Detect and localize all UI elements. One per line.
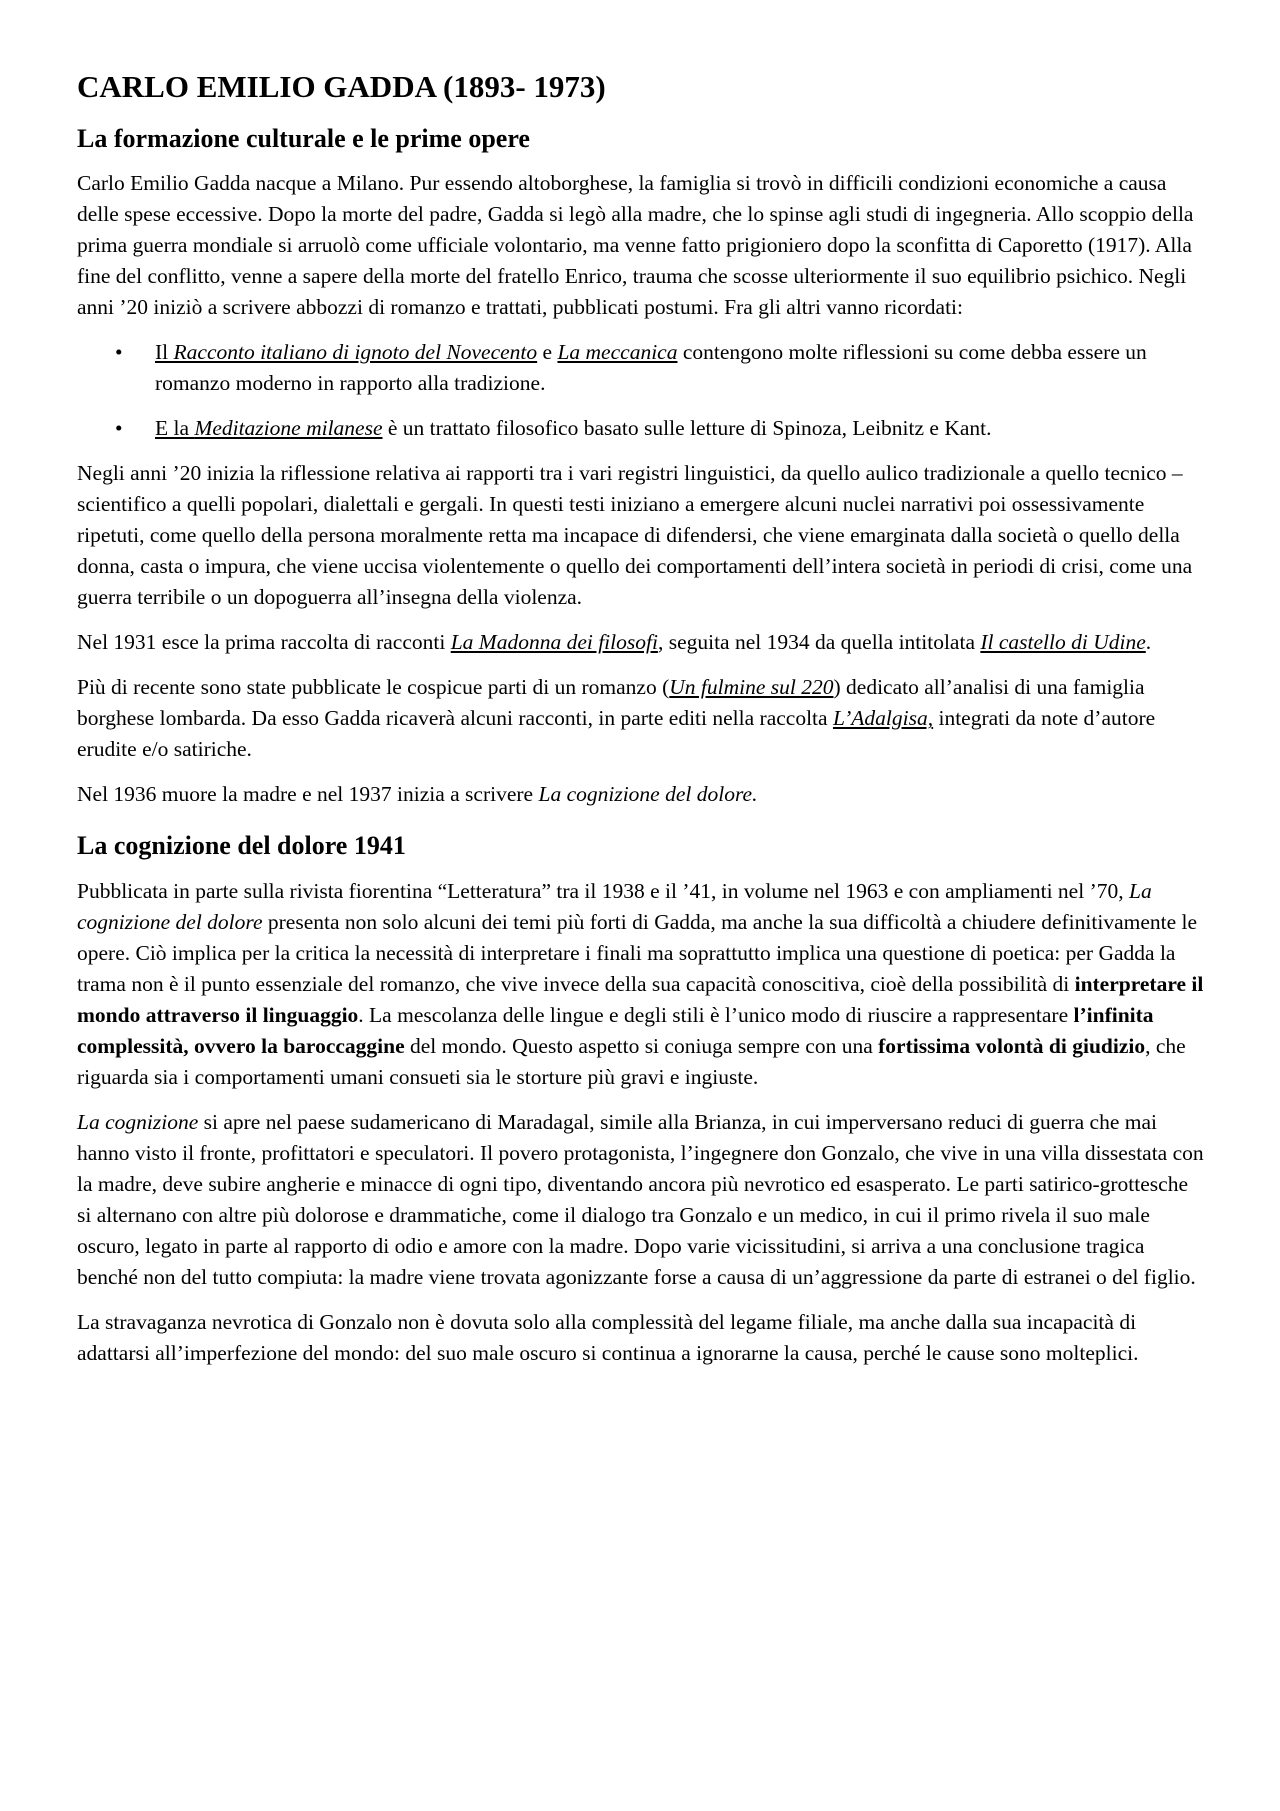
paragraph-morte-madre: Nel 1936 muore la madre e nel 1937 inizia a scrivere La cognizione del dolore. [77,782,758,807]
work-title-madonna-dei-filosofi: La Madonna dei filosofi [450,630,658,655]
work-title-racconto-italiano: Racconto italiano di ignoto del Novecento [173,340,538,365]
paragraph-biography: Carlo Emilio Gadda nacque a Milano. Pur essendo altoborghese, la famiglia si trovò in difficili condizioni economiche a causa delle spese eccessive. Dopo la morte del padre, Gadda si legò alla madre, che lo spinse agli studi di ingegneria. Allo scoppio della prima guerra mondiale si arruolò come ufficiale volontario, ma venne fatto prigioniero dopo la sconfitta di Caporetto (1917). Alla fine del conflitto, venne a sapere della morte del fratello Enrico, trauma che scosse ulteriormente il suo equilibrio psichico. Negli anni ’20 iniziò a scrivere abbozzi di romanzo e trattati, pubblicati postumi. Fra gli altri vanno ricordati: [77,171,1194,320]
work-title-meditazione-milanese: Meditazione milanese [194,416,383,441]
work-title-cognizione: La cognizione del dolore. [538,782,758,807]
section-heading-formazione: La formazione culturale e le prime opere [77,124,530,154]
work-title-l-adalgisa: L’Adalgisa, [832,706,934,731]
paragraph-registri-linguistici: Negli anni ’20 inizia la riflessione relativa ai rapporti tra i vari registri linguistici, da quello aulico tradizionale a quello tecnico – scientifico a quelli popolari, dialettali e gergali. In questi testi iniziano a emergere alcuni nuclei narrativi poi ossessivamente ripetuti, come quello della persona moralmente retta ma incapace di difendersi, che viene emarginata dalla società o quello della donna, casta o impura, che viene uccisa violentemente o quello dei comportamenti dell’intera società in periodi di crisi, come una guerra terribile o un dopoguerra all’insegna della violenza. [77,461,1193,610]
section-heading-cognizione: La cognizione del dolore 1941 [77,831,406,861]
bullet-icon: • [115,416,123,441]
paragraph-fulmine-sul-220: Più di recente sono state pubblicate le cospicue parti di un romanzo (Un fulmine sul 220) dedicato all’analisi di una famiglia borghese lombarda. Da esso Gadda ricaverà alcuni racconti, in parte editi nella raccolta L’Adalgisa, integrati da note d’autore erudite e/o satiriche. [77,675,1156,762]
paragraph-racconti-1931: Nel 1931 esce la prima raccolta di racconti La Madonna dei filosofi, seguita nel 1934 da quella intitolata Il castello di Udine. [77,630,1152,655]
paragraph-trama: La cognizione si apre nel paese sudamericano di Maradagal, simile alla Brianza, in cui imperversano reduci di guerra che mai hanno visto il fronte, profittatori e speculatori. Il povero protagonista, l’ingegnere don Gonzalo, che vive in una villa dissestata con la madre, deve subire angherie e minacce di ogni tipo, diventando ancora più nevrotico ed esasperato. Le parti satirico-grottesche si alternano con altre più dolorose e drammatiche, come il dialogo tra Gonzalo e un medico, in cui il primo rivela il suo male oscuro, legato in parte al rapporto di odio e amore con la madre. Dopo varie vicissitudini, si arriva a una conclusione tragica benché non del tutto compiuta: la madre viene trovata agonizzante forse a causa di un’aggressione da parte di estranei o del figlio. [77,1109,1204,1289]
list-item: • Il Racconto italiano di ignoto del Novecento e La meccanica contengono molte riflessioni su come debba essere un romanzo moderno in rapporto alla tradizione. [77,337,1207,399]
document-page [77,68,1207,1383]
paragraph-stravaganza: La stravaganza nevrotica di Gonzalo non è dovuta solo alla complessità del legame filiale, ma anche dalla sua incapacità di adattarsi all’imperfezione del mondo: del suo male oscuro si continua a ignorarne la causa, perché le cause sono molteplici. [77,1309,1139,1365]
works-list [77,337,1207,444]
work-title-castello-di-udine: Il castello di Udine [980,630,1146,655]
work-title-un-fulmine-sul-220: Un fulmine sul 220 [669,675,834,700]
bullet-icon: • [115,340,123,365]
work-title-la-meccanica: La meccanica [557,340,678,365]
list-item: • E la Meditazione milanese è un trattato filosofico basato sulle letture di Spinoza, Leibnitz e Kant. [77,413,1207,444]
paragraph-pubblicazione: Pubblicata in parte sulla rivista fiorentina “Letteratura” tra il 1938 e il ’41, in volume nel 1963 e con ampliamenti nel ’70, La cognizione del dolore presenta non solo alcuni dei temi più forti di Gadda, ma anche la sua difficoltà a chiudere definitivamente le opere. Ciò implica per la critica la necessità di interpretare i finali ma soprattutto implica una questione di poetica: per Gadda la trama non è il punto essenziale del romanzo, che vive invece della sua capacità conoscitiva, cioè della possibilità di interpretare il mondo attraverso il linguaggio. La mescolanza delle lingue e degli stili è l’unico modo di riuscire a rappresentare l’infinita complessità, ovvero la baroccaggine del mondo. Questo aspetto si coniuga sempre con una fortissima volontà di giudizio, che riguarda sia i comportamenti umani consueti sia le storture più gravi e ingiuste. [77,878,1204,1089]
page-title: CARLO EMILIO GADDA (1893- 1973) [77,69,606,104]
